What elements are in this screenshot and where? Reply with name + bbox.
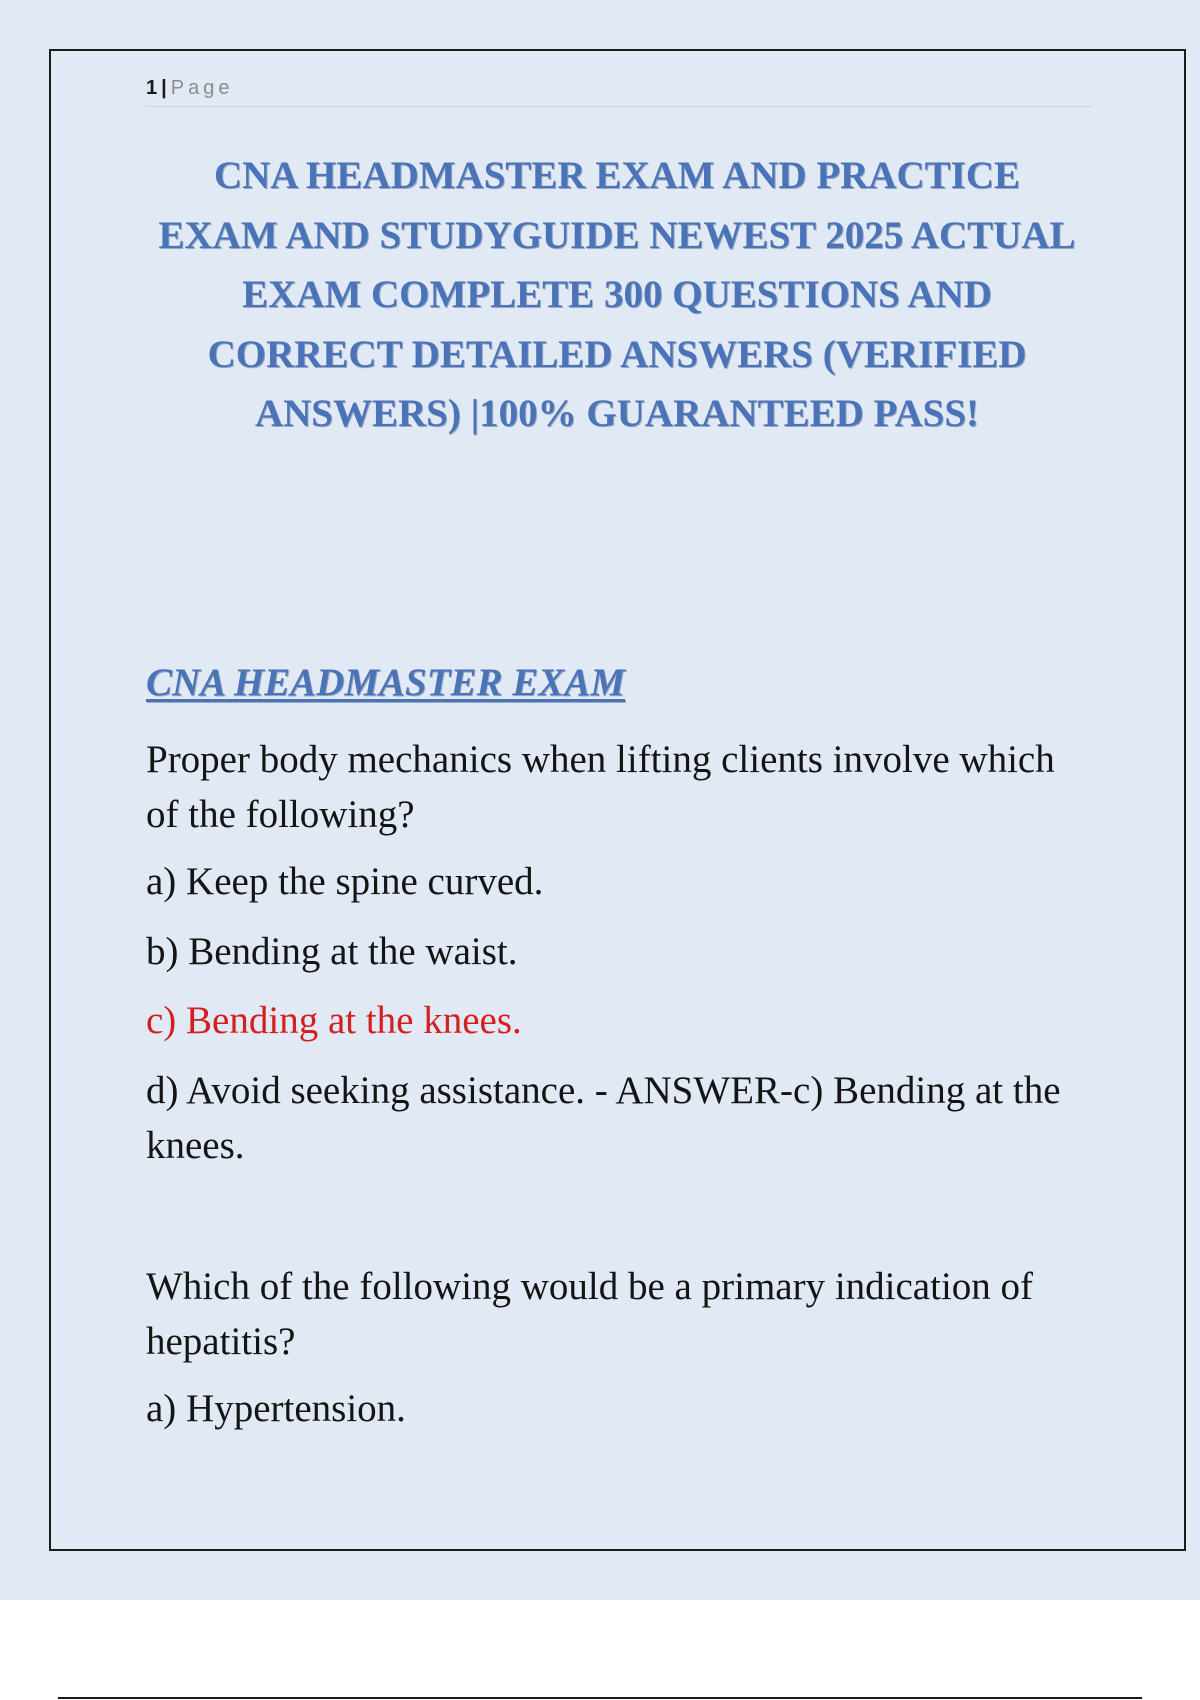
page-header [146, 74, 1092, 107]
document-title: CNA HEADMASTER EXAM AND PRACTICE EXAM AND STUDYGUIDE NEWEST 2025 ACTUAL EXAM COMPLETE 300 QUESTIONS AND CORRECT DETAILED ANSWERS (VERIFIED ANSWERS) |100% GUARANTEED PASS! [158, 154, 1076, 435]
question-1-text: Proper body mechanics when lifting clients involve which of the following? [146, 738, 1055, 836]
question-1-option-c-correct: c) Bending at the knees. [146, 999, 522, 1042]
page-separator: | [161, 77, 167, 99]
page-label: Page [170, 77, 234, 99]
footer-rule [58, 1697, 1142, 1699]
section-title: CNA HEADMASTER EXAM [146, 661, 626, 704]
question-2-option-a: a) Hypertension. [146, 1387, 406, 1430]
page-number: 1 [146, 77, 158, 99]
question-1-option-d-answer: d) Avoid seeking assistance. - ANSWER-c) Bending at the knees. [146, 1069, 1061, 1167]
question-1-option-b: b) Bending at the waist. [146, 930, 518, 973]
question-1-option-a: a) Keep the spine curved. [146, 860, 544, 903]
question-2-text: Which of the following would be a primary indication of hepatitis? [146, 1265, 1034, 1363]
